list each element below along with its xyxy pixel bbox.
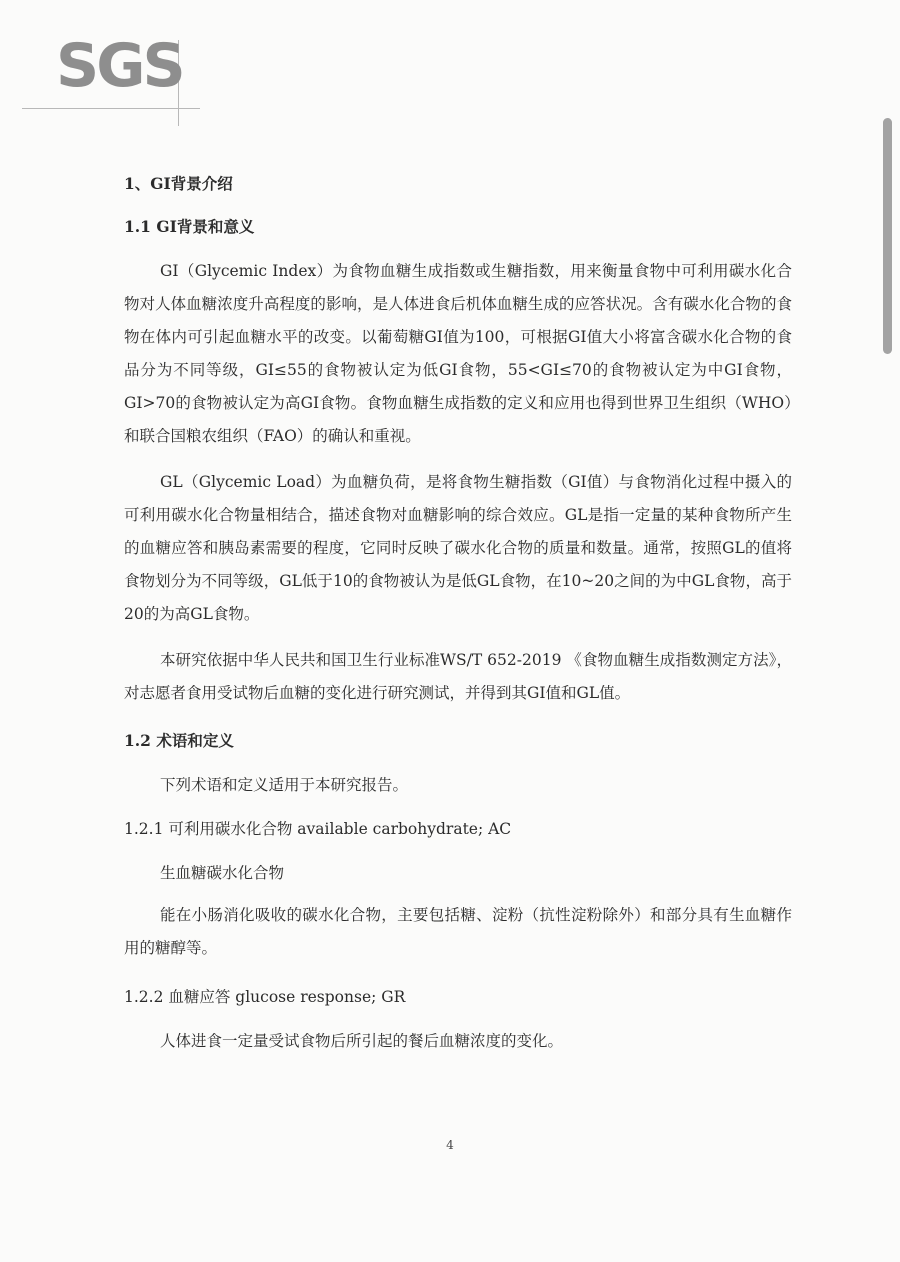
page-number: 4 [446,1138,454,1152]
heading-terms: 1.2 术语和定义 [124,731,234,750]
scrollbar-thumb[interactable] [883,118,892,354]
term-1-2-2-title: 1.2.2 血糖应答 glucose response; GR [124,988,406,1006]
heading-gi-background: 1.1 GI背景和意义 [124,217,255,236]
paragraph-gi-definition: GI（Glycemic Index）为食物血糖生成指数或生糖指数，用来衡量食物中可利用碳水化合物对人体血糖浓度升高程度的影响，是人体进食后机体血糖生成的应答状况。含有碳水化合物的食物在体内可引起血糖水平的改变。以葡萄糖GI值为100，可根据GI值大小将富含碳水化合物的食品分为不同等级，GI≤55的食物被认定为低GI食物，55<GI≤70的食物被认定为中GI食物，GI>70的食物被认定为高GI食物。食物血糖生成指数的定义和应用也得到世界卫生组织（WHO）和联合国粮农组织（FAO）的确认和重视。 [124,262,792,445]
logo-horizontal-rule [22,108,200,109]
term-1-2-2-definition: 人体进食一定量受试食物后所引起的餐后血糖浓度的变化。 [160,1032,564,1050]
term-1-2-1-alias: 生血糖碳水化合物 [160,864,285,882]
sgs-logo [22,32,212,127]
paragraph-gl-definition: GL（Glycemic Load）为血糖负荷，是将食物生糖指数（GI值）与食物消化过程中摄入的可利用碳水化合物量相结合，描述食物对血糖影响的综合效应。GL是指一定量的某种食物所产生的血糖应答和胰岛素需要的程度，它同时反映了碳水化合物的质量和数量。通常，按照GL的值将食物划分为不同等级，GL低于10的食物被认为是低GL食物，在10~20之间的为中GL食物，高于20的为高GL食物。 [124,473,792,623]
page-body [124,172,792,1053]
term-1-2-1-definition: 能在小肠消化吸收的碳水化合物，主要包括糖、淀粉（抗性淀粉除外）和部分具有生血糖作用的糖醇等。 [124,906,792,957]
terms-intro: 下列术语和定义适用于本研究报告。 [160,776,409,794]
heading-gi-intro: 1、GI背景介绍 [124,174,233,193]
term-1-2-1-title: 1.2.1 可利用碳水化合物 available carbohydrate; AC [124,820,512,838]
logo-text: SGS [56,31,183,101]
paragraph-study-basis: 本研究依据中华人民共和国卫生行业标准WS/T 652-2019 《食物血糖生成指数测定方法》，对志愿者食用受试物后血糖的变化进行研究测试，并得到其GI值和GL值。 [124,651,792,702]
